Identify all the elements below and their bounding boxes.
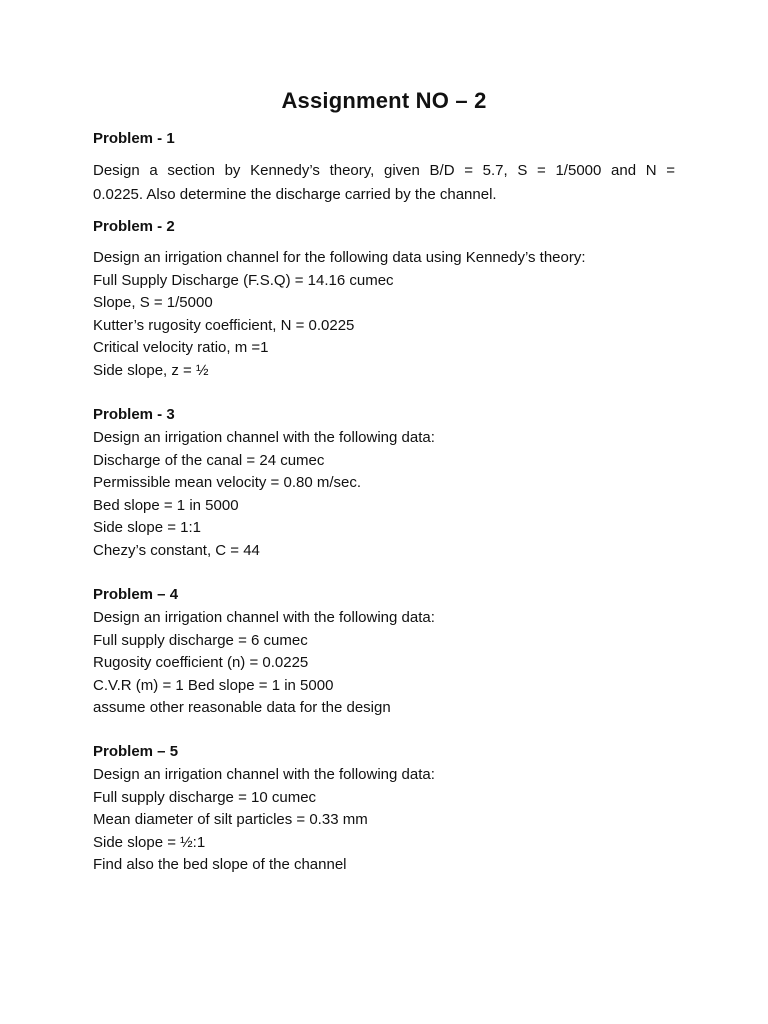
problem-2-line-2: Full Supply Discharge (F.S.Q) = 14.16 cumec xyxy=(93,272,394,289)
problem-2-line-4: Kutter’s rugosity coefficient, N = 0.0225 xyxy=(93,317,355,334)
problem-1-line-2: 0.0225. Also determine the discharge carried by the channel. xyxy=(93,186,497,203)
problem-3-line-1: Design an irrigation channel with the following data: xyxy=(93,429,435,446)
problem-5-heading: Problem – 5 xyxy=(93,743,179,760)
problem-2-line-5: Critical velocity ratio, m =1 xyxy=(93,339,269,356)
problem-2-line-6: Side slope, z = ½ xyxy=(93,362,209,379)
problem-4-line-2: Full supply discharge = 6 cumec xyxy=(93,632,308,649)
problem-1-heading: Problem - 1 xyxy=(93,130,175,147)
problem-1-line-1: Design a section by Kennedy’s theory, given B/D = 5.7, S = 1/5000 and N = xyxy=(93,162,675,179)
problem-2-line-3: Slope, S = 1/5000 xyxy=(93,294,213,311)
problem-3-line-4: Bed slope = 1 in 5000 xyxy=(93,497,239,514)
page-title: Assignment NO – 2 xyxy=(281,88,487,113)
problem-3-line-2: Discharge of the canal = 24 cumec xyxy=(93,452,325,469)
problem-4-heading: Problem – 4 xyxy=(93,586,179,603)
problem-4-line-1: Design an irrigation channel with the following data: xyxy=(93,609,435,626)
problem-1-text xyxy=(93,159,675,207)
problem-5-line-1: Design an irrigation channel with the following data: xyxy=(93,766,435,783)
problem-3-line-5: Side slope = 1:1 xyxy=(93,519,201,536)
problem-2-heading: Problem - 2 xyxy=(93,218,175,235)
problem-3-line-6: Chezy’s constant, C = 44 xyxy=(93,542,260,559)
problem-4-line-3: Rugosity coefficient (n) = 0.0225 xyxy=(93,654,309,671)
problem-3-heading: Problem - 3 xyxy=(93,406,175,423)
problem-3-line-3: Permissible mean velocity = 0.80 m/sec. xyxy=(93,474,362,491)
problem-5-line-4: Side slope = ½:1 xyxy=(93,834,206,851)
problem-4-line-4: C.V.R (m) = 1 Bed slope = 1 in 5000 xyxy=(93,677,334,694)
problem-5-line-2: Full supply discharge = 10 cumec xyxy=(93,789,317,806)
problem-5-line-5: Find also the bed slope of the channel xyxy=(93,856,347,873)
problem-5-line-3: Mean diameter of silt particles = 0.33 mm xyxy=(93,811,368,828)
problem-2-line-1: Design an irrigation channel for the following data using Kennedy’s theory: xyxy=(93,249,586,266)
problem-4-line-5: assume other reasonable data for the design xyxy=(93,699,391,716)
